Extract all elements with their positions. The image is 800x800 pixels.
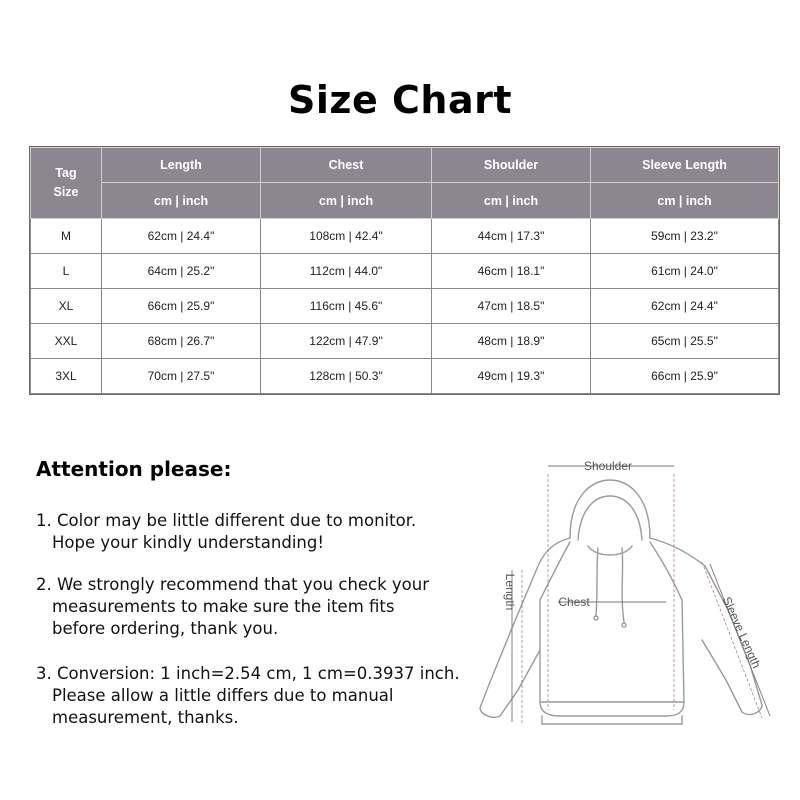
- shoulder-cell: 48cm | 18.9": [432, 324, 591, 359]
- unit-label: cm | inch: [102, 183, 261, 219]
- table-row: [31, 289, 779, 324]
- column-header-sleeve-length: Sleeve Length: [591, 148, 779, 183]
- length-dimension-label: Length: [503, 573, 517, 611]
- table-row: [31, 254, 779, 289]
- chest-cell: 122cm | 47.9": [261, 324, 432, 359]
- shoulder-cell: 47cm | 18.5": [432, 289, 591, 324]
- length-cell: 68cm | 26.7": [102, 324, 261, 359]
- unit-label: cm | inch: [432, 183, 591, 219]
- chest-cell: 128cm | 50.3": [261, 359, 432, 394]
- note-measurements: [36, 574, 429, 640]
- size-label: Size: [53, 185, 79, 199]
- note-line: Please allow a little differs due to manual: [52, 686, 394, 705]
- page-title: Size Chart: [287, 78, 512, 122]
- note-line: measurement, thanks.: [52, 708, 239, 727]
- length-cell: 62cm | 24.4": [102, 219, 261, 254]
- hoodie-measurement-diagram: [470, 450, 780, 740]
- note-line: 1. Color may be little different due to monitor.: [36, 511, 417, 530]
- sleeve-cell: 62cm | 24.4": [591, 289, 779, 324]
- note-line: before ordering, thank you.: [52, 619, 279, 638]
- unit-label: cm | inch: [591, 183, 779, 219]
- size-chart-table: [30, 147, 779, 394]
- length-cell: 66cm | 25.9": [102, 289, 261, 324]
- table-header-row: [31, 148, 779, 183]
- shoulder-dimension-label: Shoulder: [583, 459, 633, 473]
- shoulder-cell: 46cm | 18.1": [432, 254, 591, 289]
- table-row: [31, 219, 779, 254]
- tag-label: Tag: [55, 166, 77, 180]
- sleeve-length-dimension-label: Sleeve Length: [719, 594, 764, 671]
- chest-cell: 108cm | 42.4": [261, 219, 432, 254]
- size-cell: XXL: [31, 324, 102, 359]
- size-cell: XL: [31, 289, 102, 324]
- sleeve-cell: 61cm | 24.0": [591, 254, 779, 289]
- hoodie-outline-icon: [470, 450, 780, 740]
- size-cell: M: [31, 219, 102, 254]
- unit-header-row: [31, 183, 779, 219]
- column-header-chest: Chest: [261, 148, 432, 183]
- unit-label: cm | inch: [261, 183, 432, 219]
- length-cell: 70cm | 27.5": [102, 359, 261, 394]
- column-header-length: Length: [102, 148, 261, 183]
- sleeve-cell: 66cm | 25.9": [591, 359, 779, 394]
- size-cell: L: [31, 254, 102, 289]
- chest-dimension-label: Chest: [558, 595, 590, 609]
- note-conversion: [36, 663, 460, 729]
- shoulder-cell: 49cm | 19.3": [432, 359, 591, 394]
- length-cell: 64cm | 25.2": [102, 254, 261, 289]
- table-row: [31, 359, 779, 394]
- tag-size-header: [31, 148, 102, 219]
- note-line: Hope your kindly understanding!: [52, 533, 324, 552]
- note-line: measurements to make sure the item fits: [52, 597, 395, 616]
- sleeve-cell: 65cm | 25.5": [591, 324, 779, 359]
- table-row: [31, 324, 779, 359]
- chest-cell: 116cm | 45.6": [261, 289, 432, 324]
- attention-heading: Attention please:: [36, 457, 232, 481]
- note-line: 2. We strongly recommend that you check your: [36, 575, 430, 594]
- sleeve-cell: 59cm | 23.2": [591, 219, 779, 254]
- chest-cell: 112cm | 44.0": [261, 254, 432, 289]
- note-color: [36, 510, 416, 554]
- size-cell: 3XL: [31, 359, 102, 394]
- shoulder-cell: 44cm | 17.3": [432, 219, 591, 254]
- note-line: 3. Conversion: 1 inch=2.54 cm, 1 cm=0.3937 inch.: [36, 664, 460, 683]
- column-header-shoulder: Shoulder: [432, 148, 591, 183]
